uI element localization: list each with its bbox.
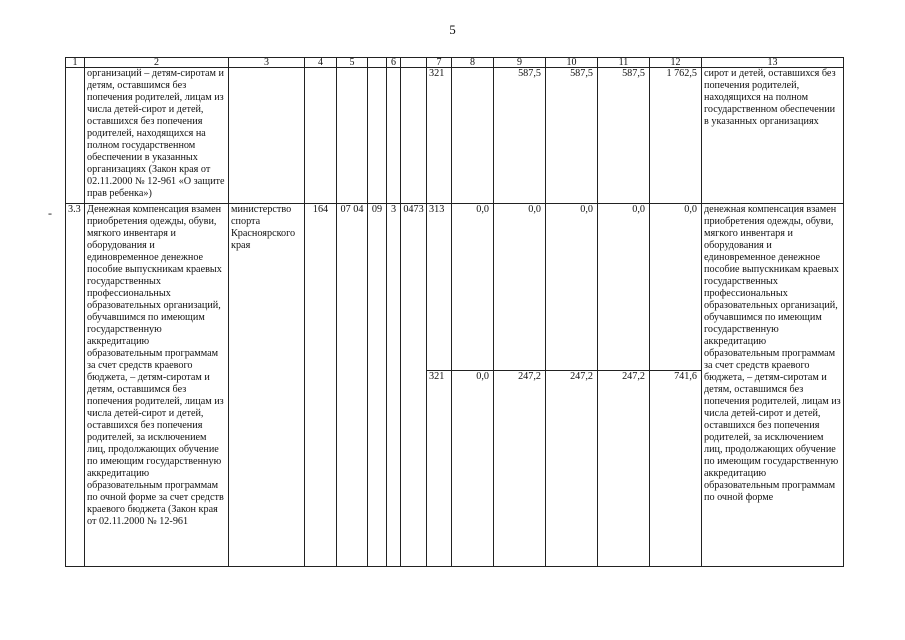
- header-cell: 2: [85, 58, 229, 68]
- value-cell: 247,2: [494, 371, 546, 567]
- value-cell: 0,0: [494, 204, 546, 371]
- header-cell: 1: [66, 58, 85, 68]
- value-cell: 247,2: [546, 371, 598, 567]
- table-row-continuation: [66, 68, 844, 204]
- program-table: [65, 57, 844, 567]
- expense-type: 321: [427, 371, 452, 567]
- measure-name: Денежная компенсация взамен приобретения одежды, обуви, мягкого инвентаря и оборудования и единовременное денежное пособие выпускникам краевых государственных профессиональных образовательных организаций, обучавшимся по имеющим государственную аккредитацию образовательным программам за счет средств краевого бюджета, – детям-сиротам и детям, оставшимся без попечения родителей, лицам из числа детей-сирот и детей, оставшихся без попечения родителей, за исключением лиц, продолжающих обучение по имеющим государственную аккредитацию образовательным программам по очной форме за счет средств краевого бюджета (Закон края от 02.11.2000 № 12-961: [85, 204, 229, 567]
- code-target-b: 3: [387, 204, 401, 567]
- value-cell: 1 762,5: [650, 68, 702, 204]
- code-target-a: 09: [368, 204, 387, 567]
- header-row: [66, 58, 844, 68]
- header-cell: 6: [387, 58, 401, 68]
- value-cell: 0,0: [452, 204, 494, 371]
- code-cell: [387, 68, 401, 204]
- responsible: [229, 68, 305, 204]
- header-cell: 8: [452, 58, 494, 68]
- value-cell: 0,0: [650, 204, 702, 371]
- expense-type: 321: [427, 68, 452, 204]
- measure-name: организаций – детям-сиротам и детям, оставшимся без попечения родителей, лицам из числа детей-сирот и детей, оставшихся без попечения родителей, находящихся на полном государственном обеспечении в указанных организациях (Закон края от 02.11.2000 № 12-961 «О защите прав ребенка»): [85, 68, 229, 204]
- code-cell: [368, 68, 387, 204]
- margin-mark: -: [48, 206, 52, 220]
- table-row-3-3: [66, 204, 844, 371]
- code-target-c: 0473: [401, 204, 427, 567]
- value-cell: 741,6: [650, 371, 702, 567]
- header-cell: [401, 58, 427, 68]
- header-cell: 9: [494, 58, 546, 68]
- page-number: 5: [449, 22, 456, 37]
- value-cell: 587,5: [494, 68, 546, 204]
- value-cell: [452, 68, 494, 204]
- row-number: 3.3: [66, 204, 85, 567]
- value-cell: 247,2: [598, 371, 650, 567]
- header-cell: 10: [546, 58, 598, 68]
- value-cell: 0,0: [452, 371, 494, 567]
- value-cell: 0,0: [598, 204, 650, 371]
- code-cell: [305, 68, 337, 204]
- header-cell: [368, 58, 387, 68]
- responsible: министерство спорта Красноярского края: [229, 204, 305, 567]
- header-cell: 13: [702, 58, 844, 68]
- value-cell: 587,5: [546, 68, 598, 204]
- header-cell: 7: [427, 58, 452, 68]
- code-section: 07 04: [337, 204, 368, 567]
- row-number: [66, 68, 85, 204]
- header-cell: 4: [305, 58, 337, 68]
- code-cell: [337, 68, 368, 204]
- header-cell: 5: [337, 58, 368, 68]
- code-grbs: 164: [305, 204, 337, 567]
- header-cell: 3: [229, 58, 305, 68]
- result-description: денежная компенсация взамен приобретения одежды, обуви, мягкого инвентаря и оборудования и единовременное денежное пособие выпускникам краевых государственных профессиональных образовательных организаций, обучавшимся по имеющим государственную аккредитацию образовательным программам за счет средств краевого бюджета, – детям-сиротам и детям, оставшимся без попечения родителей, лицам из числа детей-сирот и детей, оставшихся без попечения родителей, за исключением лиц, продолжающих обучение по имеющим государственную аккредитацию образовательным программам по очной форме: [702, 204, 844, 567]
- code-cell: [401, 68, 427, 204]
- expense-type: 313: [427, 204, 452, 371]
- value-cell: 587,5: [598, 68, 650, 204]
- header-cell: 11: [598, 58, 650, 68]
- result-description: сирот и детей, оставшихся без попечения родителей, находящихся на полном государственном обеспечении в указанных организациях: [702, 68, 844, 204]
- value-cell: 0,0: [546, 204, 598, 371]
- header-cell: 12: [650, 58, 702, 68]
